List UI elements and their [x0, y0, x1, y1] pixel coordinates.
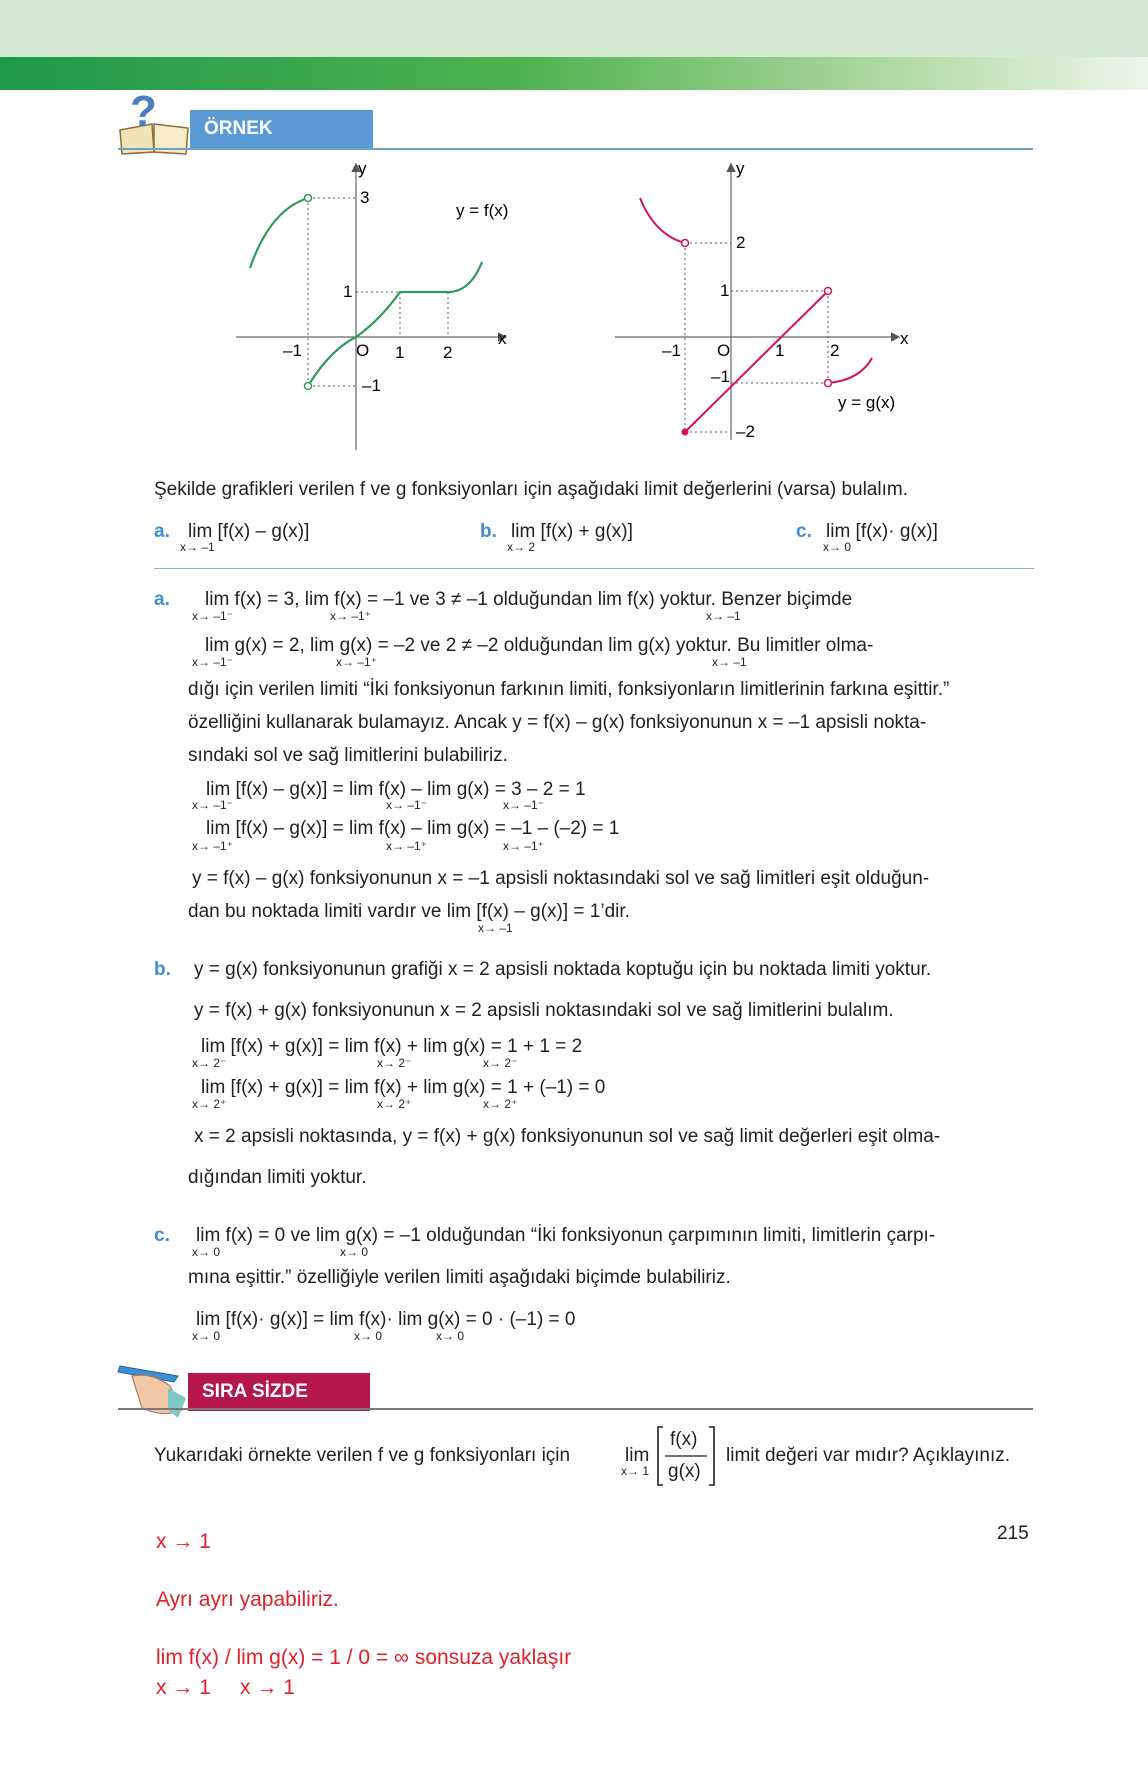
- sub: x→ 0: [192, 1329, 221, 1343]
- sub: x→ 2⁻: [377, 1056, 412, 1070]
- f-tick-x1: 1: [395, 343, 405, 362]
- sub: x→ –1⁺: [386, 839, 428, 853]
- solution-c-line3: lim [f(x)· g(x)] = lim f(x)· lim g(x) = 0 · (–1) = 0: [196, 1309, 576, 1330]
- fraction-denominator: g(x): [668, 1461, 701, 1482]
- solution-b-line5: x = 2 apsisli noktasında, y = f(x) + g(x) fonksiyonunun sol ve sağ limit değerleri eşit olma-: [194, 1126, 941, 1147]
- your-turn-lim-sub: x→ 1: [621, 1464, 650, 1478]
- f-tick-y1: 1: [343, 282, 353, 301]
- problem-b-sub: x→ 2: [507, 540, 536, 554]
- solution-c-line2: mına eşittir.” özelliğiyle verilen limiti aşağıdaki biçimde bulabiliriz.: [188, 1267, 731, 1288]
- sub: x→ 0: [340, 1245, 369, 1259]
- g-tick-x1: 1: [775, 341, 785, 360]
- g-open-point-right-top: [825, 288, 832, 295]
- solution-a-line2: lim g(x) = 2, lim g(x) = –2 ve 2 ≠ –2 olduğundan lim g(x) yoktur. Bu limitler olma-: [205, 635, 874, 656]
- page-number: 215: [997, 1523, 1029, 1544]
- handwritten-note-4: x → 1 x → 1: [156, 1676, 295, 1699]
- example-header: ÖRNEK: [190, 110, 373, 148]
- solution-a-line9: dan bu noktada limiti vardır ve lim [f(x) – g(x)] = 1’dir.: [188, 901, 630, 922]
- solution-c-line1: lim f(x) = 0 ve lim g(x) = –1 olduğundan “İki fonksiyonun çarpımının limiti, limitlerin çarpı-: [196, 1225, 936, 1246]
- sub: x→ 2⁺: [192, 1097, 227, 1111]
- sub: x→ –1⁻: [192, 798, 234, 812]
- solution-c-label: c.: [154, 1225, 170, 1246]
- f-open-point-top: [305, 195, 312, 202]
- sub: x→ –1: [712, 655, 747, 669]
- g-tick-y2: 2: [736, 233, 746, 252]
- f-open-point-bottom: [305, 383, 312, 390]
- problem-b-label: b.: [480, 521, 497, 542]
- solution-a-line4: özelliğini kullanarak bulamayız. Ancak y = f(x) – g(x) fonksiyonunun x = –1 apsisli nokta-: [188, 712, 927, 733]
- solution-b-line3: lim [f(x) + g(x)] = lim f(x) + lim g(x) = 1 + 1 = 2: [201, 1036, 583, 1057]
- graph-g: [610, 158, 920, 448]
- solution-a-line1: lim f(x) = 3, lim f(x) = –1 ve 3 ≠ –1 olduğundan lim f(x) yoktur. Benzer biçimde: [205, 589, 853, 610]
- book-question-icon: [116, 90, 192, 156]
- problem-c-label: c.: [796, 521, 812, 542]
- solution-a-line3: dığı için verilen limiti “İki fonksiyonun farkının limiti, fonksiyonların limitlerinin farkına eşittir.”: [188, 679, 950, 700]
- graph-f: [230, 158, 520, 458]
- sub: x→ –1: [706, 609, 741, 623]
- g-curve-left: [640, 198, 685, 243]
- problem-c-expr: lim [f(x)· g(x)]: [826, 521, 938, 542]
- solution-a-label: a.: [154, 589, 170, 610]
- sub: x→ 0: [436, 1329, 465, 1343]
- top-band: [0, 0, 1148, 57]
- solution-a-line5: sındaki sol ve sağ limitlerini bulabiliriz.: [188, 745, 508, 766]
- sub: x→ 2⁻: [192, 1056, 227, 1070]
- f-curve-left: [250, 198, 308, 268]
- g-tick-x2: 2: [830, 341, 840, 360]
- sub: x→ –1⁻: [503, 798, 545, 812]
- sub: x→ 0: [354, 1329, 383, 1343]
- g-line-segment: [685, 291, 828, 432]
- sub: x→ –1⁻: [386, 798, 428, 812]
- your-turn-header: SIRA SİZDE: [188, 1373, 370, 1411]
- sub: x→ –1⁺: [336, 655, 378, 669]
- g-origin: O: [717, 341, 731, 360]
- handwritten-note-3: lim f(x) / lim g(x) = 1 / 0 = ∞ sonsuza yaklaşır: [156, 1646, 572, 1669]
- sub: x→ –1⁻: [192, 655, 234, 669]
- problem-intro: Şekilde grafikleri verilen f ve g fonksiyonları için aşağıdaki limit değerlerini (varsa) bulalım.: [154, 479, 908, 500]
- g-open-point-left: [682, 240, 689, 247]
- f-tick-x-1: –1: [283, 341, 302, 360]
- f-tick-x2: 2: [443, 343, 453, 362]
- g-axis-x-label: x: [900, 329, 909, 348]
- problem-a-label: a.: [154, 521, 170, 542]
- solution-a-line7: lim [f(x) – g(x)] = lim f(x) – lim g(x) = –1 – (–2) = 1: [206, 818, 620, 839]
- sub: x→ –1⁺: [503, 839, 545, 853]
- g-closed-point: [682, 429, 689, 436]
- sub: x→ 0: [192, 1245, 221, 1259]
- sub: x→ 2⁺: [377, 1097, 412, 1111]
- solution-b-line6: dığından limiti yoktur.: [188, 1167, 367, 1188]
- g-open-point-right-bottom: [825, 380, 832, 387]
- sub: x→ –1⁺: [192, 839, 234, 853]
- handwritten-note-2: Ayrı ayrı yapabiliriz.: [156, 1588, 339, 1611]
- your-turn-lim: lim: [625, 1445, 650, 1466]
- your-turn-text-before: Yukarıdaki örnekte verilen f ve g fonksiyonları için: [154, 1445, 571, 1466]
- green-header-band: [0, 57, 1148, 90]
- f-axis-x-label: x: [498, 329, 507, 348]
- solution-a-line8: y = f(x) – g(x) fonksiyonunun x = –1 apsisli noktasındaki sol ve sağ limitleri eşit olduğun-: [192, 868, 930, 889]
- your-turn-text-after: limit değeri var mıdır? Açıklayınız.: [726, 1445, 1011, 1466]
- svg-text:?: ?: [130, 90, 157, 136]
- solution-b-label: b.: [154, 959, 171, 980]
- g-tick-y-1: –1: [711, 367, 730, 386]
- solution-b-line4: lim [f(x) + g(x)] = lim f(x) + lim g(x) = 1 + (–1) = 0: [201, 1077, 606, 1098]
- f-origin: O: [356, 341, 370, 360]
- g-tick-y-2: –2: [736, 422, 755, 441]
- g-axis-y-label: y: [736, 159, 745, 178]
- solution-divider: [154, 568, 1034, 569]
- problem-a-sub: x→ –1: [180, 540, 215, 554]
- g-tick-x-1: –1: [662, 341, 681, 360]
- f-tick-y-1: –1: [362, 376, 381, 395]
- problem-b-expr: lim [f(x) + g(x)]: [511, 521, 633, 542]
- sub: x→ 2⁻: [483, 1056, 518, 1070]
- g-tick-y1: 1: [720, 281, 730, 300]
- g-curve-right: [828, 358, 872, 383]
- f-tick-3: 3: [360, 188, 370, 207]
- f-function-label: y = f(x): [456, 201, 509, 220]
- fraction-numerator: f(x): [670, 1429, 698, 1450]
- f-curve-main: [308, 262, 482, 386]
- problem-c-sub: x→ 0: [823, 540, 852, 554]
- problem-a-expr: lim [f(x) – g(x)]: [188, 521, 310, 542]
- example-divider: [118, 148, 1033, 150]
- g-function-label: y = g(x): [838, 393, 896, 412]
- solution-a-line6: lim [f(x) – g(x)] = lim f(x) – lim g(x) = 3 – 2 = 1: [206, 779, 586, 800]
- sub: x→ –1: [478, 921, 513, 935]
- f-axis-y-label: y: [358, 159, 367, 178]
- solution-b-line1: y = g(x) fonksiyonunun grafiği x = 2 apsisli noktada koptuğu için bu noktada limiti yoktur.: [194, 959, 932, 980]
- sub: x→ –1⁺: [330, 609, 372, 623]
- handwritten-note-1: x → 1: [156, 1530, 211, 1553]
- solution-b-line2: y = f(x) + g(x) fonksiyonunun x = 2 apsisli noktasındaki sol ve sağ limitlerini bulalım.: [194, 1000, 894, 1021]
- sub: x→ –1⁻: [192, 609, 234, 623]
- sub: x→ 2⁺: [483, 1097, 518, 1111]
- your-turn-divider: [118, 1408, 1033, 1410]
